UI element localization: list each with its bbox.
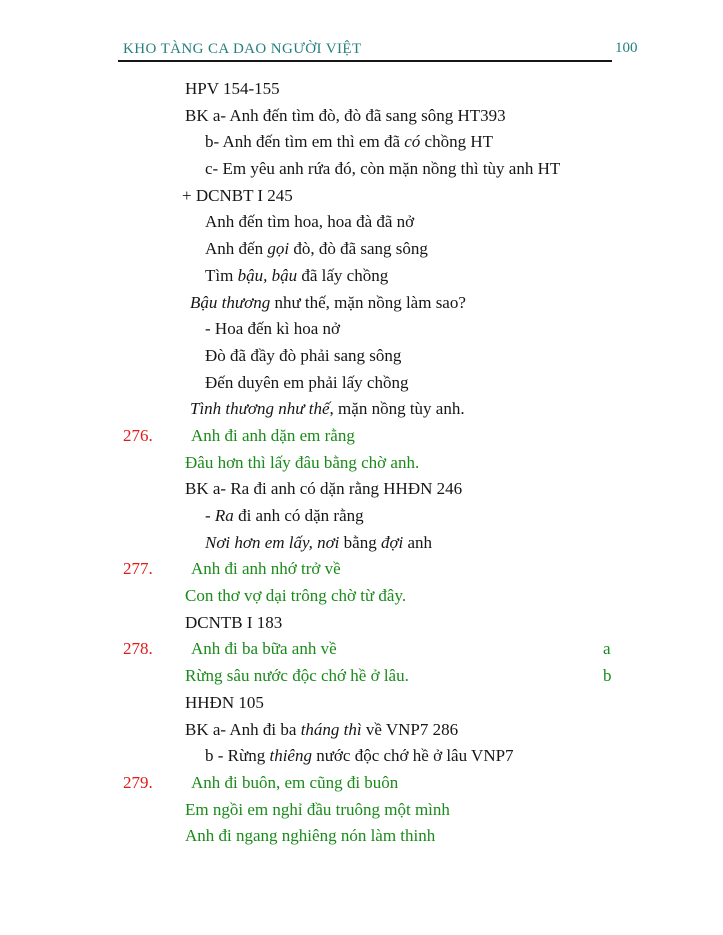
text-segment: Con thơ vợ dại trông chờ từ đây. [185, 586, 407, 606]
text-segment: chồng HT [420, 132, 494, 152]
text-line [0, 290, 723, 317]
text-segment: BK a- Ra đi anh có dặn rằng HHĐN 246 [185, 479, 463, 499]
text-line [0, 370, 723, 397]
line-text [185, 823, 435, 850]
italic-text-segment: Ra [214, 506, 234, 525]
line-text [190, 396, 465, 423]
entry-line [0, 423, 723, 450]
line-text [190, 290, 466, 317]
line-text [205, 129, 493, 156]
text-segment: BK a- Anh đến tìm đò, đò đã sang sông HT393 [185, 105, 506, 125]
entry-number: 277. [123, 559, 153, 579]
line-text [191, 770, 398, 797]
text-segment: , mặn nồng tùy anh. [329, 399, 465, 419]
line-text [205, 343, 401, 370]
italic-text-segment: Bậu thương [190, 292, 271, 312]
entry-line [0, 556, 723, 583]
text-segment: BK a- Anh đi ba [185, 719, 301, 739]
text-segment: đã lấy chồng [297, 265, 389, 285]
text-line [0, 209, 723, 236]
variant-label: b [603, 666, 612, 686]
text-segment: Tìm [205, 265, 238, 285]
line-text [205, 316, 340, 343]
line-text [185, 717, 458, 744]
entry-number: 278. [123, 639, 153, 659]
line-text [185, 663, 409, 690]
line-text [205, 263, 388, 290]
page-header-title: KHO TÀNG CA DAO NGƯỜI VIỆT [123, 41, 362, 57]
text-line [0, 343, 723, 370]
italic-text-segment: gọi [267, 239, 290, 259]
entry-number: 279. [123, 772, 153, 792]
text-line [0, 129, 723, 156]
line-text [205, 503, 364, 530]
entry-line [0, 770, 723, 797]
text-line [0, 263, 723, 290]
text-segment: DCNTB I 183 [185, 612, 283, 632]
line-text [185, 76, 280, 103]
line-text [185, 690, 264, 717]
text-segment: HPV 154-155 [185, 79, 280, 98]
text-segment: Anh đến tìm hoa, hoa đà đã nở [205, 212, 415, 232]
text-segment: Anh đi ba bữa anh về [191, 639, 337, 659]
line-text [185, 450, 419, 477]
text-segment: Đến duyên em phải lấy chồng [205, 372, 409, 392]
text-segment: đò, đò đã sang sông [289, 239, 428, 259]
text-segment: Anh đi anh dặn em rằng [191, 425, 355, 445]
line-text [182, 183, 293, 210]
text-line [0, 156, 723, 183]
text-segment: Anh đi anh nhớ trở về [191, 559, 341, 579]
text-segment: Anh đến [205, 239, 268, 259]
entry-number: 276. [123, 425, 153, 445]
text-segment: nước độc chớ hề ở lâu VNP7 [311, 746, 514, 766]
text-line [0, 236, 723, 263]
text-line [0, 530, 723, 557]
text-segment: - Hoa đến kì hoa nở [205, 319, 341, 339]
text-segment: + DCNBT I 245 [182, 185, 293, 205]
text-line [0, 610, 723, 637]
verse-line [0, 450, 723, 477]
text-segment: HHĐN 105 [185, 692, 264, 712]
text-segment: anh [403, 532, 433, 552]
verse-line [0, 797, 723, 824]
text-segment: b- Anh đến tìm em thì em đã [205, 132, 405, 152]
text-segment: - [205, 506, 215, 525]
line-text [185, 103, 506, 130]
italic-text-segment: Tình thương như thế [190, 399, 330, 419]
italic-text-segment: tháng thì [300, 719, 362, 739]
line-text [205, 236, 428, 263]
text-segment: như thế, mặn nồng làm sao? [270, 292, 466, 312]
text-segment: Rừng sâu nước độc chớ hề ở lâu. [185, 666, 409, 686]
text-segment: Anh đi ngang nghiêng nón làm thinh [185, 826, 436, 846]
text-segment: Em ngồi em nghỉ đầu truông một mình [185, 799, 450, 819]
text-line [0, 476, 723, 503]
text-segment: về VNP7 286 [361, 719, 459, 739]
line-text [191, 423, 355, 450]
italic-text-segment: có [404, 132, 421, 152]
verse-line [0, 663, 723, 690]
line-text [185, 583, 406, 610]
line-text [205, 530, 432, 557]
italic-text-segment: bậu, bậu [237, 265, 298, 285]
text-line [0, 396, 723, 423]
line-text [191, 636, 337, 663]
line-text [205, 743, 514, 770]
text-line [0, 316, 723, 343]
text-segment: c- Em yêu anh rứa đó, còn mặn nồng thì tùy anh HT [205, 159, 561, 179]
line-text [205, 370, 408, 397]
line-text [205, 209, 414, 236]
line-text [185, 610, 282, 637]
text-segment: bằng [339, 532, 381, 552]
text-line [0, 743, 723, 770]
text-line [0, 690, 723, 717]
page-content [0, 76, 723, 850]
verse-line [0, 583, 723, 610]
text-segment: Đâu hơn thì lấy đâu bằng chờ anh. [185, 452, 420, 472]
italic-text-segment: đợi [380, 532, 404, 552]
page-number: 100 [615, 40, 638, 56]
text-line [0, 503, 723, 530]
text-line [0, 103, 723, 130]
line-text [205, 156, 560, 183]
text-line [0, 717, 723, 744]
italic-text-segment: Nơi hơn em lấy, nơi [205, 532, 340, 552]
text-segment: Anh đi buôn, em cũng đi buôn [191, 772, 399, 792]
variant-label: a [603, 639, 611, 659]
text-segment: Đò đã đầy đò phải sang sông [205, 345, 402, 365]
text-segment: đi anh có dặn rằng [233, 506, 364, 525]
header-rule [118, 60, 612, 62]
italic-text-segment: thiêng [269, 746, 312, 766]
text-segment: b - Rừng [205, 746, 270, 766]
line-text [185, 476, 462, 503]
text-line [0, 183, 723, 210]
verse-line [0, 823, 723, 850]
line-text [185, 797, 450, 824]
line-text [191, 556, 341, 583]
entry-line [0, 636, 723, 663]
text-line [0, 76, 723, 103]
